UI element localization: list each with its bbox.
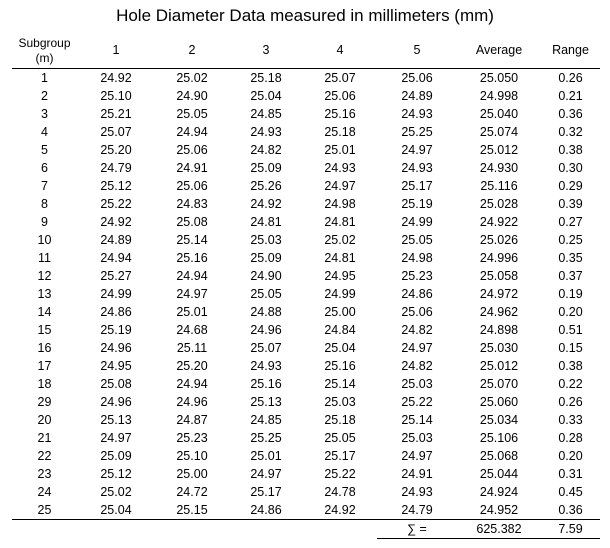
table-row bbox=[12, 231, 600, 249]
cell-sample-5: 25.17 bbox=[401, 179, 433, 193]
cell-range: 0.39 bbox=[558, 197, 583, 211]
cell-sample-3: 24.90 bbox=[250, 269, 282, 283]
cell-sample-3: 24.97 bbox=[250, 467, 282, 481]
cell-average: 24.898 bbox=[479, 323, 519, 337]
cell-average: 24.952 bbox=[457, 501, 541, 520]
cell-sample-4: 25.17 bbox=[324, 449, 356, 463]
cell-subgroup: 6 bbox=[41, 161, 48, 175]
cell-sample-4: 25.14 bbox=[324, 377, 356, 391]
cell-average: 25.058 bbox=[479, 269, 519, 283]
cell-sample-1: 24.86 bbox=[100, 305, 132, 319]
cell-sample-3: 25.05 bbox=[250, 287, 282, 301]
table-row bbox=[12, 411, 600, 429]
cell-sample-3: 25.18 bbox=[250, 71, 282, 85]
cell-sample-4: 24.98 bbox=[324, 197, 356, 211]
cell-subgroup: 13 bbox=[37, 287, 52, 301]
cell-sample-5: 25.14 bbox=[401, 413, 433, 427]
cell-sample-4: 24.99 bbox=[324, 287, 356, 301]
table-row bbox=[12, 177, 600, 195]
cell-sample-1: 25.13 bbox=[100, 413, 132, 427]
table-row bbox=[12, 105, 600, 123]
cell-average: 25.116 bbox=[480, 179, 518, 193]
cell-range: 0.45 bbox=[558, 485, 583, 499]
cell-sample-4: 24.81 bbox=[324, 215, 356, 229]
cell-sample-2: 25.16 bbox=[176, 251, 208, 265]
cell-range: 0.38 bbox=[558, 143, 583, 157]
cell-sample-3: 24.85 bbox=[250, 107, 282, 121]
cell-sample-5: 24.93 bbox=[401, 485, 433, 499]
cell-range: 0.25 bbox=[558, 233, 583, 247]
cell-sample-1: 25.22 bbox=[100, 197, 132, 211]
cell-sample-3: 25.25 bbox=[250, 431, 282, 445]
cell-sample-3: 24.85 bbox=[250, 413, 282, 427]
table-body bbox=[12, 69, 600, 520]
cell-average: 25.060 bbox=[479, 395, 519, 409]
cell-sample-2: 25.06 bbox=[176, 143, 208, 157]
cell-sample-3: 24.88 bbox=[250, 305, 282, 319]
cell-sample-2: 25.14 bbox=[176, 233, 208, 247]
table-row bbox=[12, 447, 600, 465]
table-row bbox=[12, 159, 600, 177]
cell-average: 25.028 bbox=[479, 197, 519, 211]
cell-sample-5: 24.99 bbox=[401, 215, 433, 229]
cell-sample-1: 24.92 bbox=[100, 71, 132, 85]
cell-sample-4: 25.18 bbox=[324, 125, 356, 139]
cell-subgroup: 7 bbox=[41, 179, 48, 193]
cell-range: 0.20 bbox=[558, 305, 583, 319]
cell-sample-2: 24.83 bbox=[176, 197, 208, 211]
cell-sample-1: 25.07 bbox=[100, 125, 132, 139]
table-row bbox=[12, 357, 600, 375]
header-average: Average bbox=[457, 33, 541, 69]
cell-subgroup: 16 bbox=[37, 341, 52, 355]
table-row bbox=[12, 123, 600, 141]
cell-sample-4: 24.81 bbox=[324, 251, 356, 265]
cell-sample-4: 25.01 bbox=[324, 143, 356, 157]
cell-range: 0.36 bbox=[558, 107, 583, 121]
cell-range: 0.38 bbox=[558, 359, 583, 373]
cell-sample-3: 25.26 bbox=[250, 179, 282, 193]
cell-sample-2: 25.20 bbox=[176, 359, 208, 373]
table-row bbox=[12, 375, 600, 393]
totals-label: ∑ = bbox=[377, 520, 457, 539]
cell-sample-2: 24.90 bbox=[176, 89, 208, 103]
cell-subgroup: 10 bbox=[37, 233, 52, 247]
cell-sample-4: 25.04 bbox=[324, 341, 356, 355]
cell-sample-3: 24.92 bbox=[250, 197, 282, 211]
cell-sample-1: 25.08 bbox=[100, 377, 132, 391]
cell-sample-2: 25.08 bbox=[176, 215, 208, 229]
cell-sample-4: 24.97 bbox=[324, 179, 356, 193]
cell-sample-5: 25.05 bbox=[401, 233, 433, 247]
cell-sample-1: 24.96 bbox=[100, 341, 132, 355]
cell-subgroup: 20 bbox=[37, 413, 52, 427]
cell-average: 25.026 bbox=[479, 233, 519, 247]
cell-sample-1: 24.89 bbox=[100, 233, 132, 247]
table-row bbox=[12, 303, 600, 321]
cell-average: 25.068 bbox=[479, 449, 519, 463]
table-row bbox=[12, 141, 600, 159]
cell-subgroup: 15 bbox=[37, 323, 52, 337]
cell-sample-4: 24.92 bbox=[303, 501, 377, 520]
cell-sample-4: 25.03 bbox=[324, 395, 356, 409]
cell-average: 25.040 bbox=[479, 107, 519, 121]
cell-subgroup: 8 bbox=[41, 197, 48, 211]
cell-sample-5: 25.22 bbox=[401, 395, 433, 409]
cell-sample-5: 25.19 bbox=[401, 197, 433, 211]
cell-sample-1: 24.92 bbox=[100, 215, 132, 229]
cell-subgroup: 2 bbox=[41, 89, 48, 103]
cell-subgroup: 25 bbox=[12, 501, 77, 520]
cell-range: 0.37 bbox=[558, 269, 583, 283]
cell-subgroup: 11 bbox=[38, 251, 51, 265]
cell-range: 0.35 bbox=[558, 251, 583, 265]
cell-subgroup: 5 bbox=[41, 143, 48, 157]
cell-sample-1: 25.20 bbox=[100, 143, 132, 157]
cell-sample-3: 25.09 bbox=[250, 161, 282, 175]
totals-range-sum: 7.59 bbox=[541, 520, 600, 539]
cell-average: 24.962 bbox=[479, 305, 519, 319]
table-row bbox=[12, 339, 600, 357]
cell-sample-4: 25.05 bbox=[324, 431, 356, 445]
table-row bbox=[12, 429, 600, 447]
cell-sample-1: 24.79 bbox=[100, 161, 132, 175]
cell-range: 0.20 bbox=[558, 449, 583, 463]
table-row bbox=[12, 285, 600, 303]
header-sample-4: 4 bbox=[303, 33, 377, 69]
cell-sample-2: 24.94 bbox=[176, 377, 208, 391]
cell-sample-1: 24.95 bbox=[100, 359, 132, 373]
cell-sample-4: 25.18 bbox=[324, 413, 356, 427]
table-row bbox=[12, 483, 600, 501]
table-row bbox=[12, 213, 600, 231]
cell-sample-3: 25.16 bbox=[250, 377, 282, 391]
cell-sample-5: 24.97 bbox=[401, 341, 433, 355]
header-sample-2: 2 bbox=[155, 33, 229, 69]
cell-sample-1: 24.99 bbox=[100, 287, 132, 301]
cell-sample-5: 24.97 bbox=[401, 449, 433, 463]
cell-sample-2: 24.91 bbox=[176, 161, 208, 175]
cell-range: 0.26 bbox=[558, 395, 583, 409]
cell-sample-2: 25.11 bbox=[176, 341, 208, 355]
cell-sample-5: 25.06 bbox=[401, 305, 433, 319]
cell-range: 0.19 bbox=[558, 287, 583, 301]
cell-sample-3: 24.82 bbox=[250, 143, 282, 157]
table-row bbox=[12, 249, 600, 267]
cell-range: 0.51 bbox=[558, 323, 583, 337]
cell-average: 25.050 bbox=[479, 71, 519, 85]
cell-average: 24.996 bbox=[479, 251, 519, 265]
cell-average: 25.012 bbox=[479, 143, 519, 157]
cell-subgroup: 4 bbox=[41, 125, 48, 139]
cell-sample-5: 24.82 bbox=[401, 359, 433, 373]
cell-sample-5: 25.03 bbox=[401, 377, 433, 391]
cell-sample-5: 24.93 bbox=[401, 161, 433, 175]
header-sample-3: 3 bbox=[229, 33, 303, 69]
cell-sample-5: 24.86 bbox=[401, 287, 433, 301]
cell-average: 24.998 bbox=[479, 89, 519, 103]
cell-sample-1: 25.27 bbox=[100, 269, 132, 283]
cell-sample-5: 24.97 bbox=[401, 143, 433, 157]
cell-sample-3: 25.01 bbox=[250, 449, 282, 463]
cell-range: 0.21 bbox=[558, 89, 583, 103]
cell-subgroup: 14 bbox=[37, 305, 52, 319]
cell-sample-4: 25.00 bbox=[324, 305, 356, 319]
cell-sample-4: 25.02 bbox=[324, 233, 356, 247]
cell-sample-1: 25.09 bbox=[100, 449, 132, 463]
cell-subgroup: 21 bbox=[37, 431, 52, 445]
cell-sample-4: 25.06 bbox=[324, 89, 356, 103]
cell-sample-2: 24.87 bbox=[176, 413, 208, 427]
cell-sample-1: 25.12 bbox=[100, 467, 132, 481]
cell-sample-2: 25.00 bbox=[176, 467, 208, 481]
totals-row bbox=[12, 520, 600, 539]
cell-sample-3: 25.03 bbox=[250, 233, 282, 247]
table-row bbox=[12, 87, 600, 105]
header-sample-5: 5 bbox=[377, 33, 457, 69]
cell-sample-3: 24.93 bbox=[250, 359, 282, 373]
cell-sample-3: 25.09 bbox=[250, 251, 282, 265]
header-range: Range bbox=[541, 33, 600, 69]
cell-sample-4: 24.93 bbox=[324, 161, 356, 175]
cell-sample-3: 25.17 bbox=[250, 485, 282, 499]
table-row bbox=[12, 465, 600, 483]
cell-range: 0.26 bbox=[558, 71, 583, 85]
cell-range: 0.27 bbox=[558, 215, 583, 229]
cell-sample-3: 24.81 bbox=[250, 215, 282, 229]
cell-sample-3: 24.86 bbox=[229, 501, 303, 520]
cell-average: 25.012 bbox=[479, 359, 519, 373]
cell-subgroup: 9 bbox=[41, 215, 48, 229]
cell-subgroup: 3 bbox=[41, 107, 48, 121]
totals-average-sum: 625.382 bbox=[457, 520, 541, 539]
cell-subgroup: 23 bbox=[37, 467, 52, 481]
cell-sample-2: 25.06 bbox=[176, 179, 208, 193]
cell-subgroup: 1 bbox=[41, 71, 48, 85]
cell-subgroup: 24 bbox=[37, 485, 52, 499]
cell-subgroup: 22 bbox=[37, 449, 52, 463]
cell-sample-3: 25.07 bbox=[250, 341, 282, 355]
table-row bbox=[12, 393, 600, 411]
cell-subgroup: 17 bbox=[37, 359, 52, 373]
header-sample-1: 1 bbox=[77, 33, 155, 69]
table-row bbox=[12, 267, 600, 285]
table-title: Hole Diameter Data measured in millimeters (mm) bbox=[116, 6, 494, 25]
cell-range: 0.32 bbox=[558, 125, 583, 139]
cell-sample-1: 24.96 bbox=[100, 395, 132, 409]
cell-sample-5: 25.23 bbox=[401, 269, 433, 283]
cell-range: 0.30 bbox=[558, 161, 583, 175]
cell-average: 25.074 bbox=[479, 125, 519, 139]
header-subgroup: Subgroup (m) bbox=[12, 33, 77, 69]
cell-sample-2: 24.97 bbox=[176, 287, 208, 301]
cell-range: 0.33 bbox=[558, 413, 583, 427]
cell-sample-2: 25.05 bbox=[176, 107, 208, 121]
cell-average: 25.106 bbox=[479, 431, 519, 445]
cell-sample-1: 25.10 bbox=[100, 89, 132, 103]
cell-sample-5: 24.82 bbox=[401, 323, 433, 337]
cell-sample-2: 24.94 bbox=[176, 125, 208, 139]
cell-average: 25.034 bbox=[479, 413, 519, 427]
cell-range: 0.31 bbox=[558, 467, 583, 481]
cell-sample-5: 25.06 bbox=[401, 71, 433, 85]
cell-sample-5: 24.89 bbox=[401, 89, 433, 103]
cell-average: 25.044 bbox=[479, 467, 519, 481]
cell-sample-2: 25.01 bbox=[176, 305, 208, 319]
cell-average: 24.972 bbox=[479, 287, 519, 301]
table-row bbox=[12, 321, 600, 339]
cell-sample-3: 24.96 bbox=[250, 323, 282, 337]
cell-sample-2: 25.15 bbox=[155, 501, 229, 520]
table-row bbox=[12, 501, 600, 520]
cell-average: 24.930 bbox=[479, 161, 519, 175]
cell-range: 0.28 bbox=[558, 431, 583, 445]
cell-subgroup: 18 bbox=[37, 377, 52, 391]
cell-subgroup: 29 bbox=[37, 395, 52, 409]
cell-sample-3: 25.13 bbox=[250, 395, 282, 409]
cell-sample-2: 24.94 bbox=[176, 269, 208, 283]
cell-sample-2: 24.96 bbox=[176, 395, 208, 409]
cell-sample-1: 24.97 bbox=[100, 431, 132, 445]
cell-range: 0.15 bbox=[558, 341, 583, 355]
cell-sample-1: 25.19 bbox=[100, 323, 132, 337]
cell-sample-5: 25.25 bbox=[401, 125, 433, 139]
cell-sample-4: 25.07 bbox=[324, 71, 356, 85]
cell-average: 25.070 bbox=[479, 377, 519, 391]
cell-sample-4: 24.84 bbox=[324, 323, 356, 337]
cell-sample-4: 24.95 bbox=[324, 269, 356, 283]
cell-sample-2: 24.68 bbox=[176, 323, 208, 337]
cell-range: 0.36 bbox=[541, 501, 600, 520]
table-row bbox=[12, 195, 600, 213]
cell-sample-3: 24.93 bbox=[250, 125, 282, 139]
hole-diameter-table bbox=[12, 33, 600, 539]
cell-range: 0.29 bbox=[558, 179, 583, 193]
cell-sample-3: 25.04 bbox=[250, 89, 282, 103]
cell-sample-5: 25.03 bbox=[401, 431, 433, 445]
cell-sample-2: 25.23 bbox=[176, 431, 208, 445]
cell-sample-2: 25.10 bbox=[176, 449, 208, 463]
cell-sample-5: 24.93 bbox=[401, 107, 433, 121]
cell-sample-1: 24.94 bbox=[100, 251, 132, 265]
cell-sample-1: 25.04 bbox=[77, 501, 155, 520]
cell-sample-1: 25.21 bbox=[100, 107, 132, 121]
cell-sample-4: 25.22 bbox=[324, 467, 356, 481]
cell-sample-5: 24.79 bbox=[377, 501, 457, 520]
cell-subgroup: 12 bbox=[37, 269, 52, 283]
header-row bbox=[12, 33, 600, 69]
cell-sample-4: 25.16 bbox=[324, 107, 356, 121]
cell-sample-4: 25.16 bbox=[324, 359, 356, 373]
cell-average: 24.924 bbox=[479, 485, 519, 499]
table-row bbox=[12, 69, 600, 88]
cell-sample-5: 24.91 bbox=[401, 467, 433, 481]
cell-sample-2: 24.72 bbox=[176, 485, 208, 499]
cell-sample-2: 25.02 bbox=[176, 71, 208, 85]
cell-sample-1: 25.02 bbox=[100, 485, 132, 499]
cell-sample-1: 25.12 bbox=[100, 179, 132, 193]
cell-range: 0.22 bbox=[558, 377, 583, 391]
cell-sample-5: 24.98 bbox=[401, 251, 433, 265]
cell-average: 24.922 bbox=[479, 215, 519, 229]
cell-sample-4: 24.78 bbox=[324, 485, 356, 499]
cell-average: 25.030 bbox=[479, 341, 519, 355]
